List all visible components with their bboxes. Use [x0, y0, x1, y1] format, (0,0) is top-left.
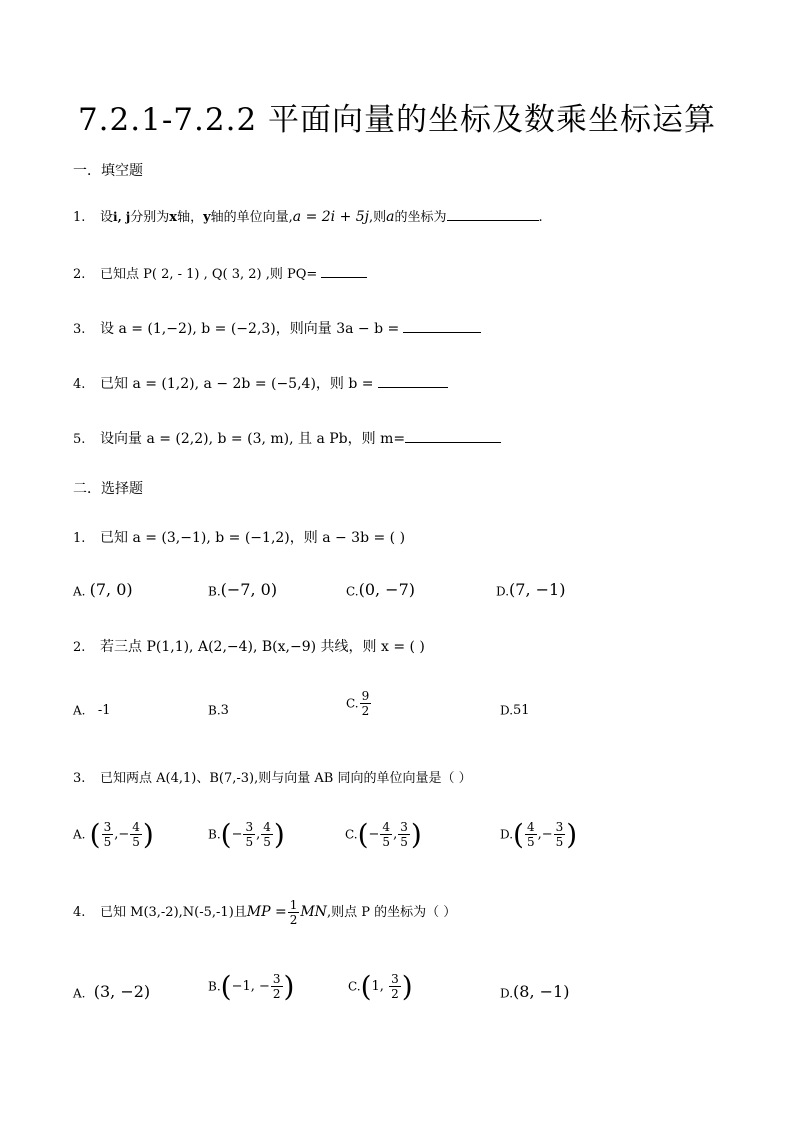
- q1-option-a[interactable]: A. (7, 0): [73, 580, 133, 599]
- section-heading-fill-blank: 一．填空题: [73, 163, 143, 179]
- q1-option-d[interactable]: D.(7, −1): [496, 580, 566, 599]
- q3-option-b[interactable]: B.(− $\frac{3}{5}$ , $\frac{4}{5}$ ): [208, 818, 285, 851]
- q4-option-d[interactable]: D.(8, −1): [500, 982, 570, 1001]
- q3-option-d[interactable]: D.( $\frac{4}{5}$ ,− $\frac{3}{5}$ ): [500, 818, 578, 851]
- choice-question-2: 2. 若三点 P(1,1), A(2,−4), B(x,−9) 共线，则 x = ( ): [73, 639, 425, 655]
- choice-question-1: 1. 已知 a = (3,−1), b = (−1,2)，则 a − 3b = ( ): [73, 530, 406, 546]
- section-heading-multiple-choice: 二．选择题: [73, 481, 143, 497]
- answer-blank[interactable]: [403, 320, 481, 333]
- q1-option-c[interactable]: C.(0, −7): [346, 580, 415, 599]
- q2-option-a[interactable]: A. -1: [73, 703, 111, 718]
- q4-option-b[interactable]: B.(−1, − $\frac{3}{2}$ ): [208, 970, 295, 1003]
- fill-question-5: 5. 设向量 a = (2,2), b = (3, m), 且 a Pb，则 m=: [73, 428, 501, 448]
- q3-option-c[interactable]: C.(− $\frac{4}{5}$ , $\frac{3}{5}$ ): [345, 818, 422, 851]
- fill-question-4: 4. 已知 a = (1,2), a − 2b = (−5,4)，则 b =: [73, 373, 448, 393]
- q2-option-d[interactable]: D.51: [500, 703, 530, 718]
- fill-question-3: 3. 设 a = (1,−2), b = (−2,3)，则向量 3a − b =: [73, 318, 481, 338]
- q1-option-b[interactable]: B.(−7, 0): [208, 580, 278, 599]
- q4-option-a[interactable]: A. (3, −2): [73, 982, 151, 1001]
- q2-option-c[interactable]: C. $\frac{9}{2}$: [346, 689, 370, 718]
- answer-blank[interactable]: [447, 208, 539, 221]
- page-title: 7.2.1-7.2.2 平面向量的坐标及数乘坐标运算: [77, 102, 717, 138]
- fraction: $\frac{9}{2}$: [361, 689, 370, 718]
- answer-blank[interactable]: [405, 430, 501, 443]
- answer-blank[interactable]: [321, 265, 367, 278]
- answer-blank[interactable]: [378, 375, 448, 388]
- choice-question-3: 3. 已知两点 A(4,1)、B(7,-3),则与向量 AB 同向的单位向量是（ ）: [73, 771, 472, 786]
- q4-option-c[interactable]: C.(1, $\frac{3}{2}$ ): [348, 970, 413, 1003]
- fill-question-2: 2. 已知点 P( 2, - 1) , Q( 3, 2) ,则 PQ=: [73, 263, 367, 282]
- q2-option-b[interactable]: B.3: [208, 703, 229, 718]
- fill-question-1: 1. 设i, j分别为x轴，y轴的单位向量,a = 2i + 5j,则a的坐标为 .: [73, 209, 543, 225]
- fraction: $\frac{1}{2}$: [289, 898, 298, 927]
- q3-option-a[interactable]: A. ( $\frac{3}{5}$ ,− $\frac{4}{5}$ ): [73, 818, 154, 851]
- choice-question-4: 4. 已知 M(3,-2),N(-5,-1)且MP = $\frac{1}{2}$ MN,则点 P 的坐标为（ ）: [73, 898, 457, 927]
